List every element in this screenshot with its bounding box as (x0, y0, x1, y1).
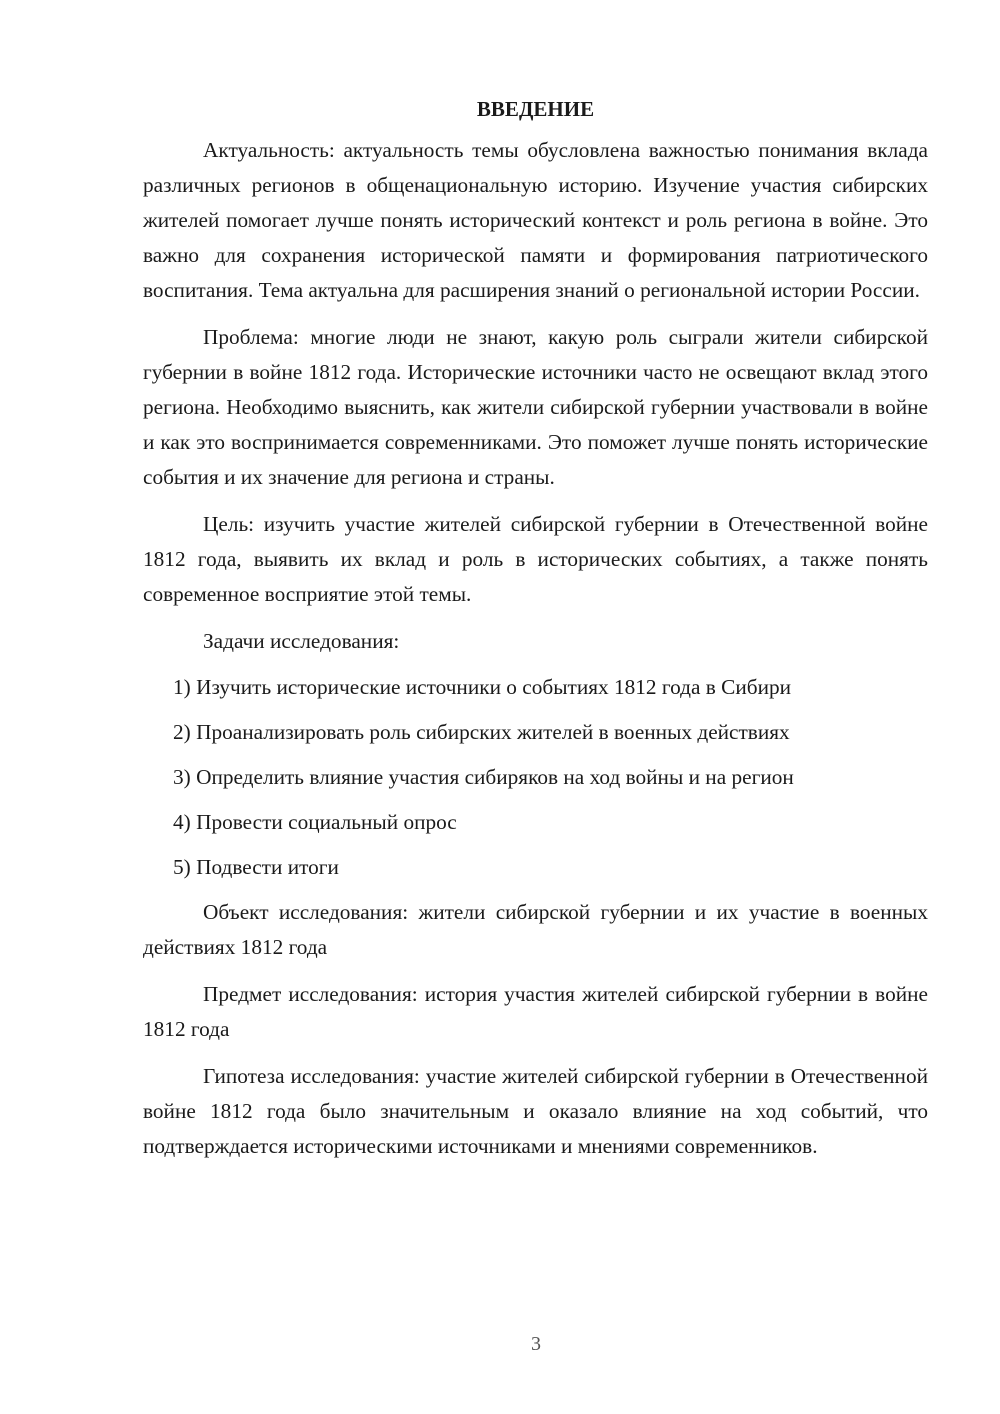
object-paragraph: Объект исследования: жители сибирской губернии и их участие в военных действиях 1812 года (143, 900, 928, 959)
tasks-list (143, 670, 928, 885)
document-page (143, 92, 928, 1176)
subject-paragraph: Предмет исследования: история участия жителей сибирской губернии в войне 1812 года (143, 982, 928, 1041)
relevance-paragraph: Актуальность: актуальность темы обусловлена важностью понимания вклада различных регионов в общенациональную историю. Изучение участия сибирских жителей помогает лучше понять исторический контекст и роль региона в войне. Это важно для сохранения исторической памяти и формирования патриотического воспитания. Тема актуальна для расширения знаний о региональной истории России. (143, 138, 928, 302)
page-number: 3 (531, 1333, 541, 1355)
task-item-1: 1) Изучить исторические источники о событиях 1812 года в Сибири (173, 675, 792, 699)
hypothesis-paragraph: Гипотеза исследования: участие жителей сибирской губернии в Отечественной войне 1812 года было значительным и оказало влияние на ход событий, что подтверждается историческими источниками и мнениями современников. (143, 1064, 928, 1158)
problem-paragraph: Проблема: многие люди не знают, какую роль сыграли жители сибирской губернии в войне 1812 года. Исторические источники часто не освещают вклад этого региона. Необходимо выяснить, как жители сибирской губернии участвовали в войне и как это воспринимается современниками. Это поможет лучше понять исторические события и их значение для региона и страны. (143, 325, 928, 489)
task-item-2: 2) Проанализировать роль сибирских жителей в военных действиях (173, 720, 790, 744)
page-title: ВВЕДЕНИЕ (476, 97, 595, 121)
task-item-5: 5) Подвести итоги (173, 855, 339, 879)
tasks-heading: Задачи исследования: (203, 629, 400, 653)
task-item-4: 4) Провести социальный опрос (173, 810, 457, 834)
goal-paragraph: Цель: изучить участие жителей сибирской губернии в Отечественной войне 1812 года, выявить их вклад и роль в исторических событиях, а также понять современное восприятие этой темы. (143, 512, 928, 606)
task-item-3: 3) Определить влияние участия сибиряков на ход войны и на регион (173, 765, 794, 789)
